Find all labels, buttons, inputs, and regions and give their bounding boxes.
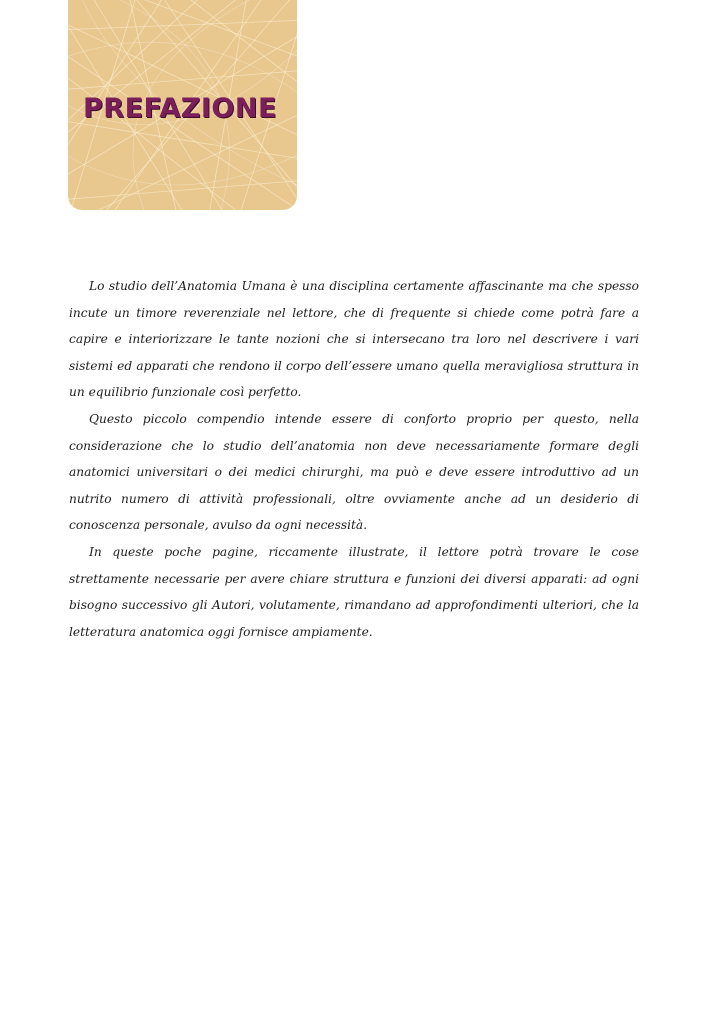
paragraph-2: Questo piccolo compendio intende essere di conforto proprio per questo, nella considerazione che lo studio dell’anatomia non deve necessariamente formare degli anatomici universitari o dei medici chirurghi, ma può e deve essere introduttivo ad un nutrito numero di attività professionali, oltre ovviamente anche ad un desiderio di conoscenza personale, avulso da ogni necessità. [69, 411, 639, 533]
paragraph-1: Lo studio dell’Anatomia Umana è una disciplina certamente affascinante ma che spesso incute un timore reverenziale nel lettore, che di frequente si chiede come potrà fare a capire e interiorizzare le tante nozioni che si intersecano tra loro nel descrivere i vari sistemi ed apparati che rendono il corpo dell’essere umano quella meravigliosa struttura in un equilibrio funzionale così perfetto. [69, 279, 639, 400]
preface-body [69, 273, 639, 645]
paragraph-3: In queste poche pagine, riccamente illustrate, il lettore potrà trovare le cose strettamente necessarie per avere chiare struttura e funzioni dei diversi apparati: ad ogni bisogno successivo gli Autori, volutamente, rimandano ad approfondimenti ulteriori, che la letteratura anatomica oggi fornisce ampiamente. [69, 544, 639, 639]
page-title: PREFAZIONE [83, 93, 277, 124]
header-panel [68, 0, 297, 210]
